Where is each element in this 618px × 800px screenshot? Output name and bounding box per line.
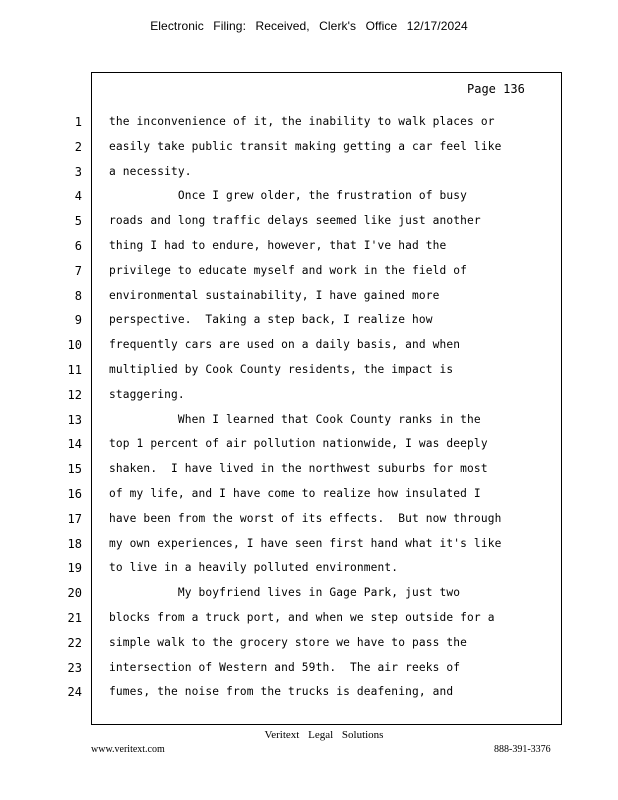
footer-phone: 888-391-3376: [494, 744, 551, 755]
filing-header: Electronic Filing: Received, Clerk's Office 12/17/2024: [150, 19, 468, 33]
transcript-line: top 1 percent of air pollution nationwide, I was deeply: [109, 437, 488, 451]
line-number: 5: [74, 214, 82, 229]
line-number: 12: [67, 387, 82, 402]
line-number: 13: [67, 412, 82, 427]
transcript-line: environmental sustainability, I have gained more: [109, 288, 440, 302]
line-number: 2: [74, 139, 82, 154]
transcript-line: Once I grew older, the frustration of busy: [109, 189, 468, 203]
line-number: 6: [74, 238, 82, 253]
transcript-line: fumes, the noise from the trucks is deafening, and: [109, 685, 454, 699]
line-number: 3: [74, 164, 82, 179]
transcript-line: thing I had to endure, however, that I've had the: [109, 238, 447, 252]
transcript-line: the inconvenience of it, the inability to walk places or: [109, 115, 495, 128]
page-number: Page 136: [467, 82, 525, 96]
line-number: 1: [74, 115, 82, 129]
transcript-line: staggering.: [109, 387, 185, 401]
transcript-line: frequently cars are used on a daily basis, and when: [109, 338, 461, 352]
line-number: 19: [67, 561, 82, 576]
line-number: 10: [67, 338, 82, 353]
transcript-line: shaken. I have lived in the northwest suburbs for most: [109, 462, 488, 476]
transcript-line: intersection of Western and 59th. The air reeks of: [109, 660, 461, 674]
line-number: 7: [74, 263, 82, 278]
transcript-line: When I learned that Cook County ranks in the: [109, 412, 481, 426]
transcript-line: My boyfriend lives in Gage Park, just two: [109, 586, 461, 600]
transcript-line: simple walk to the grocery store we have to pass the: [109, 635, 468, 649]
line-number: 9: [74, 313, 82, 328]
transcript-line: of my life, and I have come to realize how insulated I: [109, 486, 481, 500]
line-number: 21: [67, 610, 82, 625]
transcript-line: perspective. Taking a step back, I realize how: [109, 313, 433, 327]
transcript-text: [109, 110, 549, 705]
line-number: 16: [67, 486, 82, 501]
line-number: 11: [67, 362, 82, 377]
transcript-line: easily take public transit making getting a car feel like: [109, 139, 502, 153]
line-number: 18: [67, 536, 82, 551]
line-number: 4: [74, 189, 82, 204]
line-number: 17: [67, 511, 82, 526]
line-number: 15: [67, 462, 82, 477]
transcript-line: have been from the worst of its effects. But now through: [109, 511, 502, 525]
line-number: 23: [67, 660, 82, 675]
transcript-line: my own experiences, I have seen first hand what it's like: [109, 536, 502, 550]
line-number: 14: [67, 437, 82, 452]
transcript-line: privilege to educate myself and work in the field of: [109, 263, 468, 277]
transcript-line: to live in a heavily polluted environment.: [109, 561, 399, 575]
line-number: 24: [67, 685, 82, 700]
transcript-line: roads and long traffic delays seemed like just another: [109, 214, 481, 228]
transcript-line: blocks from a truck port, and when we step outside for a: [109, 610, 495, 624]
line-number: 20: [67, 586, 82, 601]
line-number-column: [60, 110, 82, 705]
line-number: 8: [74, 288, 82, 303]
footer-website: www.veritext.com: [91, 744, 165, 755]
footer-company: Veritext Legal Solutions: [264, 729, 384, 741]
transcript-line: multiplied by Cook County residents, the impact is: [109, 362, 454, 376]
line-number: 22: [67, 635, 82, 650]
transcript-line: a necessity.: [109, 164, 192, 178]
